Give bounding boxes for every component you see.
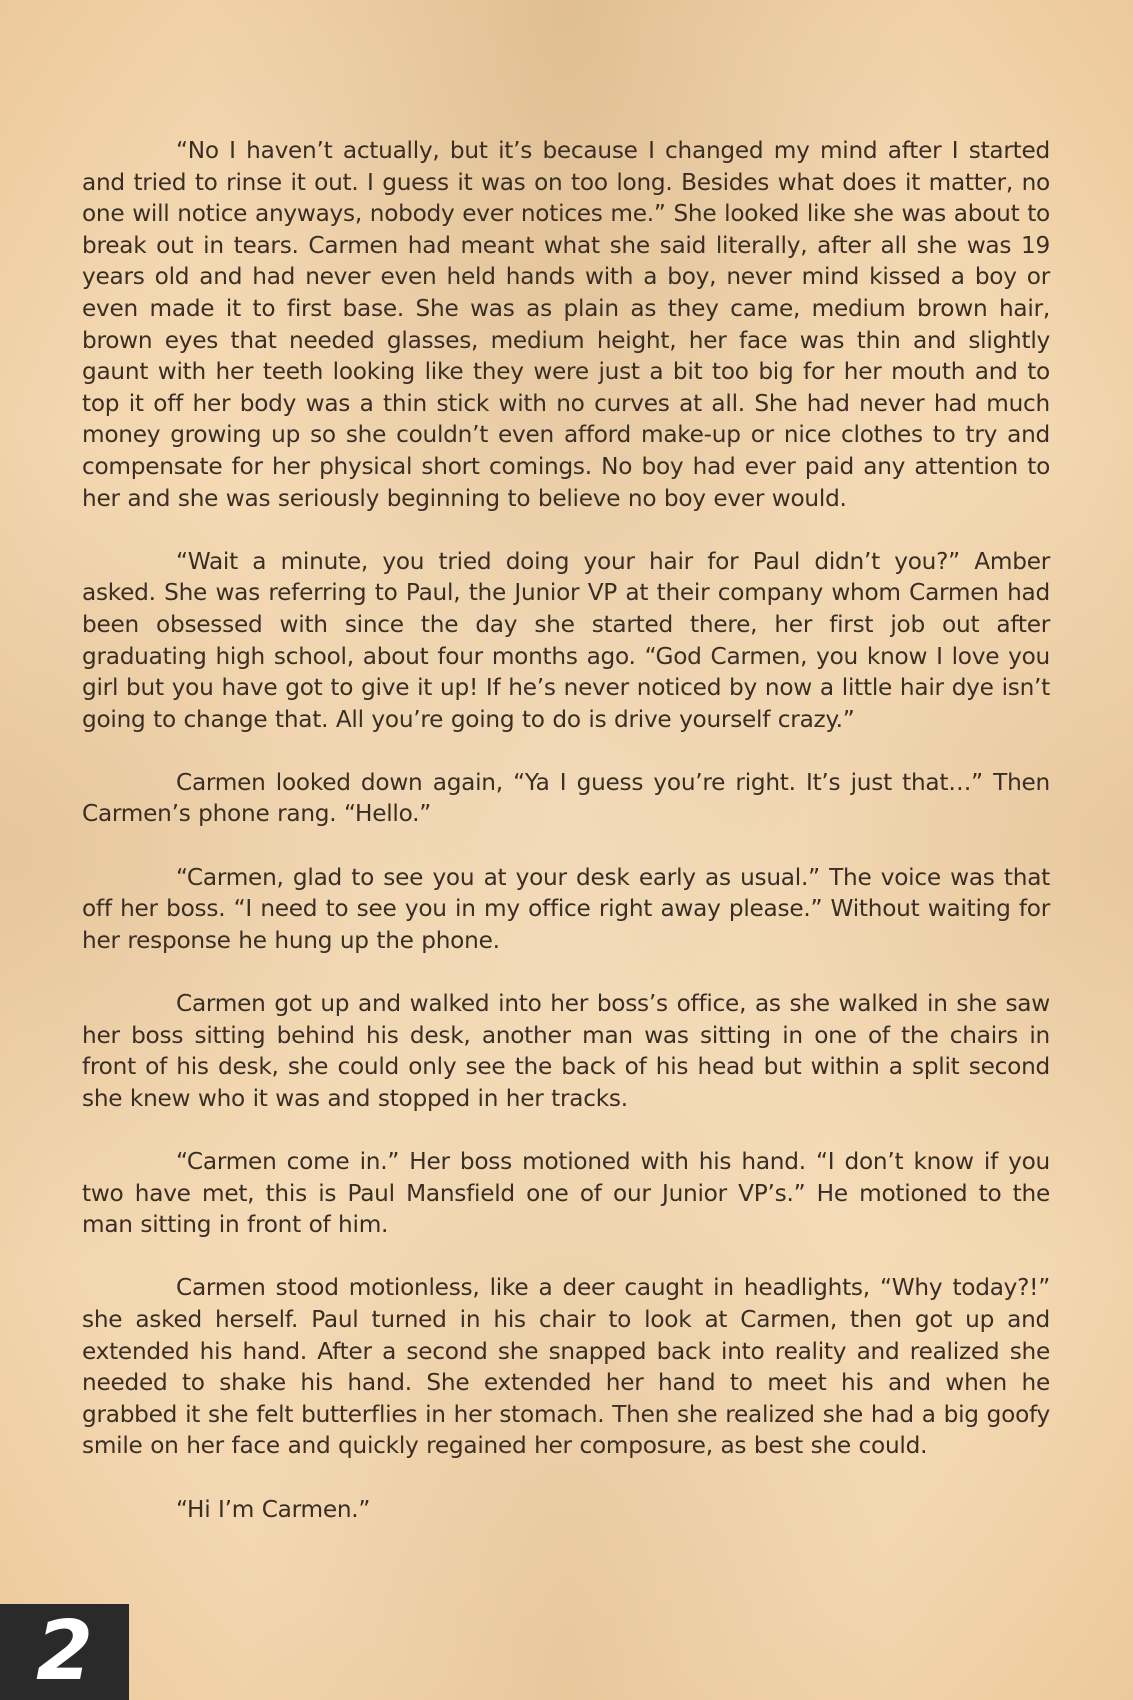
paragraph: Carmen got up and walked into her boss’s office, as she walked in she saw her boss sitting behind his desk, another man was sitting in one of the chairs in front of his desk, she could only see the back of his head but within a split second she knew who it was and stopped in her tracks. <box>82 990 1050 1112</box>
paragraph: Carmen looked down again, “Ya I guess you’re right. It’s just that…” Then Carmen’s phone rang. “Hello.” <box>82 768 1050 828</box>
page-number-badge <box>0 1604 129 1700</box>
story-text <box>82 135 1050 1557</box>
paragraph: “Carmen, glad to see you at your desk early as usual.” The voice was that off her boss. “I need to see you in my office right away please.” Without waiting for her response he hung up the phone. <box>82 863 1050 954</box>
page-number: 2 <box>35 1604 94 1699</box>
paragraph: “Wait a minute, you tried doing your hair for Paul didn’t you?” Amber asked. She was referring to Paul, the Junior VP at their company whom Carmen had been obsessed with since the day she started there, her first job out after graduating high school, about four months ago. “God Carmen, you know I love you girl but you have got to give it up! If he’s never noticed by now a little hair dye isn’t going to change that. All you’re going to do is drive yourself crazy.” <box>82 547 1050 733</box>
paragraph: “Hi I’m Carmen.” <box>176 1495 371 1523</box>
paragraph: “Carmen come in.” Her boss motioned with his hand. “I don’t know if you two have met, this is Paul Mansfield one of our Junior VP’s.” He motioned to the man sitting in front of him. <box>82 1148 1050 1239</box>
paragraph: “No I haven’t actually, but it’s because I changed my mind after I started and tried to rinse it out. I guess it was on too long. Besides what does it matter, no one will notice anyways, nobody ever notices me.” She looked like she was about to break out in tears. Carmen had meant what she said literally, after all she was 19 years old and had never even held hands with a boy, never mind kissed a boy or even made it to first base. She was as plain as they came, medium brown hair, brown eyes that needed glasses, medium height, her face was thin and slightly gaunt with her teeth looking like they were just a bit too big for her mouth and to top it off her body was a thin stick with no curves at all. She had never had much money growing up so she couldn’t even afford make-up or nice clothes to try and compensate for her physical short comings. No boy had ever paid any attention to her and she was seriously beginning to believe no boy ever would. <box>82 137 1050 512</box>
paragraph: Carmen stood motionless, like a deer caught in headlights, “Why today?!” she asked herself. Paul turned in his chair to look at Carmen, then got up and extended his hand. After a second she snapped back into reality and realized she needed to shake his hand. She extended her hand to meet his and when he grabbed it she felt butterflies in her stomach. Then she realized she had a big goofy smile on her face and quickly regained her composure, as best she could. <box>82 1274 1050 1460</box>
